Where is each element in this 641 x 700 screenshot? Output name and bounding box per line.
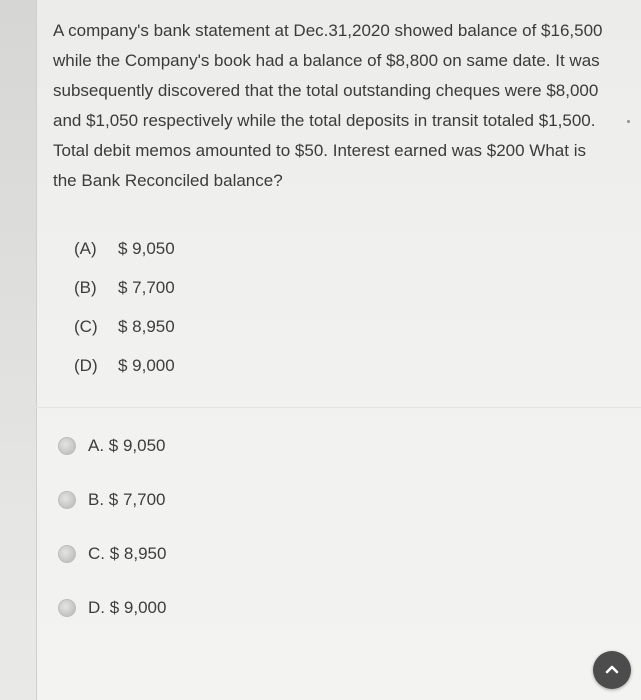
answer-option-label: C. $ 8,950 (88, 544, 167, 563)
choice-letter: (D) (74, 355, 98, 375)
choice-amount: $ 8,950 (118, 316, 175, 336)
choice-list (74, 229, 175, 385)
answer-option-b[interactable] (58, 490, 166, 510)
answer-option-label: B. $ 7,700 (88, 490, 166, 509)
divider (36, 407, 641, 408)
answer-option-c[interactable] (58, 544, 166, 564)
choice-amount: $ 7,700 (118, 277, 175, 297)
choice-amount: $ 9,000 (118, 355, 175, 375)
choice-item (74, 307, 175, 346)
radio-button[interactable] (58, 437, 76, 455)
radio-button[interactable] (58, 599, 76, 617)
choice-item (74, 346, 175, 385)
choice-letter: (A) (74, 238, 97, 258)
answer-option-label: A. $ 9,050 (88, 436, 166, 455)
choice-letter: (C) (74, 316, 98, 336)
answer-option-d[interactable] (58, 598, 166, 618)
scroll-to-top-button[interactable] (593, 651, 631, 689)
radio-button[interactable] (58, 545, 76, 563)
choice-amount: $ 9,050 (118, 238, 175, 258)
choice-item (74, 268, 175, 307)
chevron-up-icon (603, 661, 621, 679)
question-text: A company's bank statement at Dec.31,2020 showed balance of $16,500 while the Company's book had a balance of $8,800 on same date. It was subsequently discovered that the total outstanding cheques were $8,000 and $1,050 respectively while the total deposits in transit totaled $1,500. Total debit memos amounted to $50. Interest earned was $200 What is the Bank Reconciled balance? (53, 21, 603, 190)
radio-button[interactable] (58, 491, 76, 509)
answer-option-a[interactable] (58, 436, 166, 456)
stray-mark (627, 120, 630, 123)
answer-option-label: D. $ 9,000 (88, 598, 167, 617)
choice-letter: (B) (74, 277, 97, 297)
choice-item (74, 229, 175, 268)
